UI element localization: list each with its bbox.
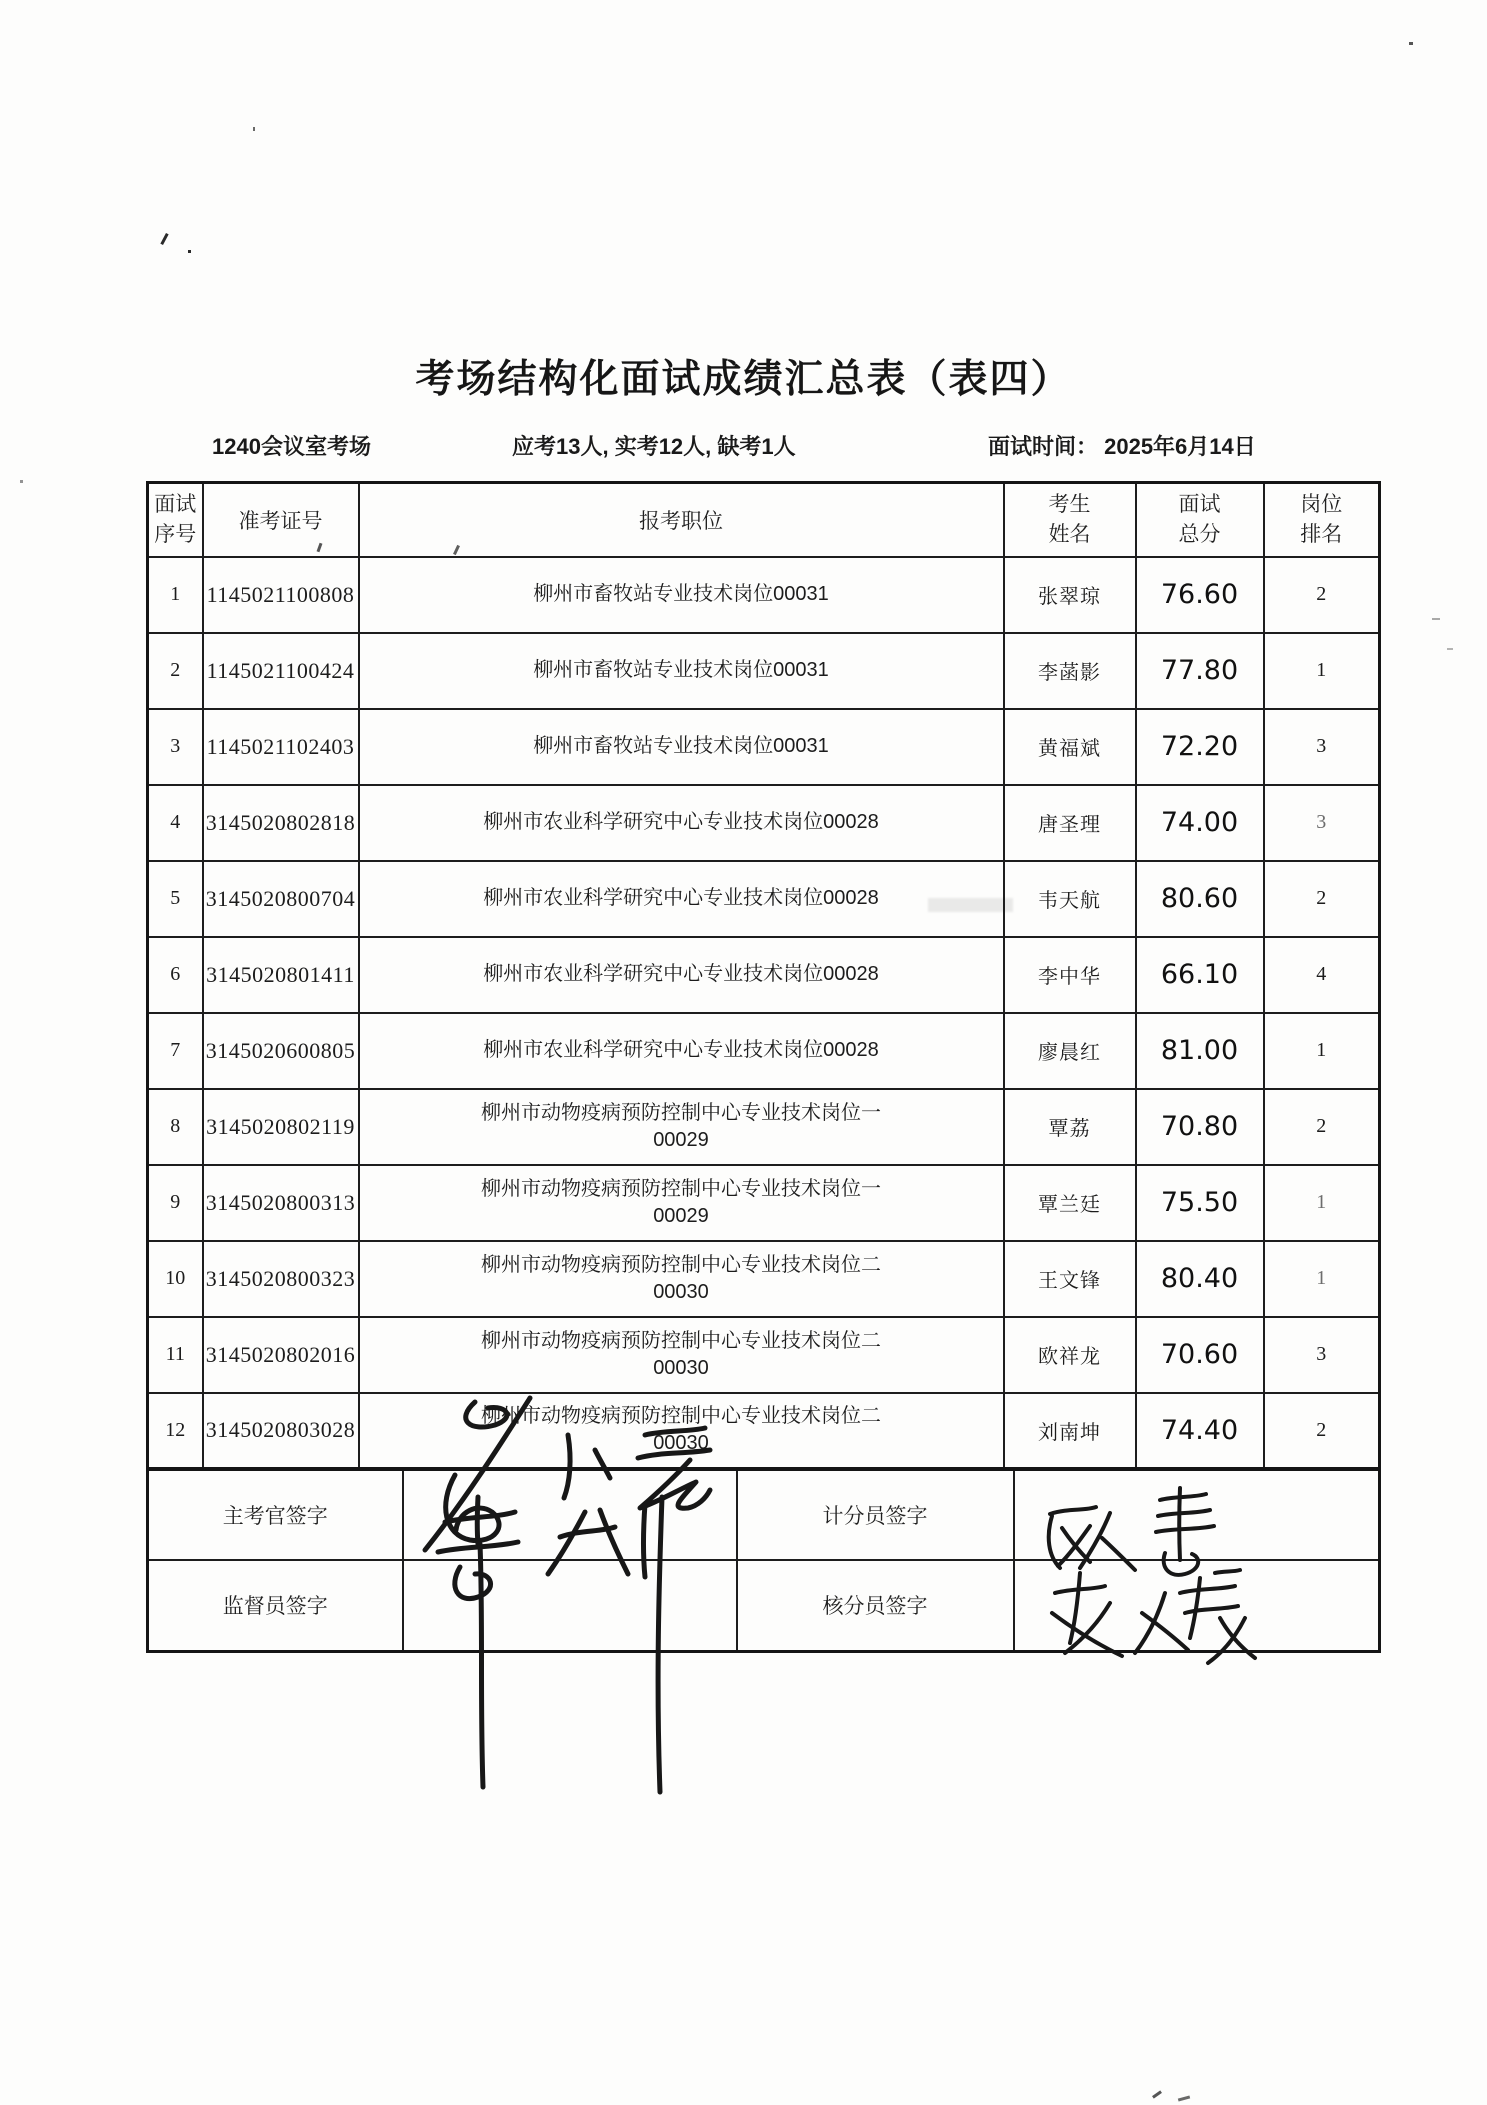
seq-cell: 11 [148, 1317, 203, 1393]
checker-signature-cell [1014, 1560, 1380, 1652]
header-ticket: 准考证号 [203, 483, 359, 557]
score-cell: 75.50 [1136, 1165, 1264, 1241]
header-rank-line2: 排名 [1300, 522, 1343, 546]
table-row [148, 633, 1380, 709]
rank-cell: 4 [1264, 937, 1380, 1013]
score-cell: 72.20 [1136, 709, 1264, 785]
score-cell: 80.60 [1136, 861, 1264, 937]
ticket-cell: 3145020801411 [203, 937, 359, 1013]
scan-speck [1432, 618, 1440, 620]
candidate-name-cell: 覃荔 [1004, 1089, 1136, 1165]
table-header-row [148, 483, 1380, 557]
rank-cell: 3 [1264, 709, 1380, 785]
header-name-line1: 考生 [1048, 493, 1091, 517]
header-name [1004, 483, 1136, 557]
seq-cell: 5 [148, 861, 203, 937]
table-row [148, 937, 1380, 1013]
table-row [148, 1317, 1380, 1393]
score-checker-label: 核分员签字 [737, 1560, 1014, 1652]
position-cell [359, 709, 1004, 785]
position-cell [359, 861, 1004, 937]
position-cell [359, 1393, 1004, 1469]
position-line1: 柳州市畜牧站专业技术岗位00031 [533, 735, 829, 757]
ticket-cell: 1145021100808 [203, 557, 359, 633]
header-score [1136, 483, 1264, 557]
scan-speck [1447, 648, 1453, 650]
scan-speck [253, 127, 255, 131]
position-line1: 柳州市农业科学研究中心专业技术岗位00028 [483, 1039, 879, 1061]
page-title: 考场结构化面试成绩汇总表（表四） [415, 358, 1072, 401]
header-name-line2: 姓名 [1048, 522, 1091, 546]
header-position: 报考职位 [359, 483, 1004, 557]
scorer-label: 计分员签字 [737, 1470, 1014, 1560]
chief-examiner-label: 主考官签字 [148, 1470, 403, 1560]
candidate-name-cell: 王文锋 [1004, 1241, 1136, 1317]
seq-cell: 3 [148, 709, 203, 785]
ticket-cell: 3145020600805 [203, 1013, 359, 1089]
header-score-line2: 总分 [1178, 522, 1221, 546]
position-line2: 00030 [653, 1356, 709, 1379]
scan-speck [1409, 42, 1413, 45]
position-line1: 柳州市动物疫病预防控制中心专业技术岗位二 [481, 1405, 881, 1428]
position-cell [359, 937, 1004, 1013]
seq-cell: 2 [148, 633, 203, 709]
signature-table [146, 1468, 1381, 1653]
table-row [148, 1089, 1380, 1165]
interview-time-label: 面试时间： 2025年6月14日 [988, 434, 1256, 459]
rank-cell: 2 [1264, 1089, 1380, 1165]
position-line1: 柳州市畜牧站专业技术岗位00031 [533, 583, 829, 605]
position-cell [359, 557, 1004, 633]
chief-examiner-signature-cell [403, 1470, 737, 1560]
supervisor-signature-cell [403, 1560, 737, 1652]
ticket-cell: 3145020802016 [203, 1317, 359, 1393]
rank-cell: 3 [1264, 785, 1380, 861]
table-row [148, 1013, 1380, 1089]
score-cell: 74.00 [1136, 785, 1264, 861]
position-line1: 柳州市农业科学研究中心专业技术岗位00028 [483, 887, 879, 909]
candidate-name-cell: 覃兰廷 [1004, 1165, 1136, 1241]
ticket-cell: 3145020803028 [203, 1393, 359, 1469]
position-cell [359, 1165, 1004, 1241]
rank-cell: 1 [1264, 1241, 1380, 1317]
position-line2: 00030 [653, 1280, 709, 1303]
scan-speck [188, 250, 191, 253]
rank-cell: 1 [1264, 1165, 1380, 1241]
ticket-cell: 3145020800323 [203, 1241, 359, 1317]
score-cell: 70.80 [1136, 1089, 1264, 1165]
position-cell [359, 1013, 1004, 1089]
header-rank-line1: 岗位 [1300, 493, 1343, 517]
scan-speck [1152, 2090, 1162, 2098]
score-cell: 70.60 [1136, 1317, 1264, 1393]
rank-cell: 3 [1264, 1317, 1380, 1393]
position-cell [359, 633, 1004, 709]
position-line2: 00029 [653, 1128, 709, 1151]
score-table-wrap [146, 481, 1378, 1653]
position-line1: 柳州市动物疫病预防控制中心专业技术岗位一 [481, 1177, 881, 1200]
score-cell: 81.00 [1136, 1013, 1264, 1089]
rank-cell: 1 [1264, 1013, 1380, 1089]
score-cell: 74.40 [1136, 1393, 1264, 1469]
score-cell: 76.60 [1136, 557, 1264, 633]
ticket-cell: 3145020802119 [203, 1089, 359, 1165]
score-cell: 77.80 [1136, 633, 1264, 709]
table-row [148, 861, 1380, 937]
candidate-name-cell: 廖晨红 [1004, 1013, 1136, 1089]
table-row [148, 1241, 1380, 1317]
header-score-line1: 面试 [1178, 493, 1221, 517]
header-seq-line1: 面试 [154, 493, 197, 517]
seq-cell: 8 [148, 1089, 203, 1165]
candidate-name-cell: 刘南坤 [1004, 1393, 1136, 1469]
position-cell [359, 1317, 1004, 1393]
seq-cell: 7 [148, 1013, 203, 1089]
table-row [148, 785, 1380, 861]
candidate-name-cell: 韦天航 [1004, 861, 1136, 937]
position-line2: 00029 [653, 1204, 709, 1227]
position-line1: 柳州市畜牧站专业技术岗位00031 [533, 659, 829, 681]
ticket-cell: 3145020800704 [203, 861, 359, 937]
rank-cell: 2 [1264, 861, 1380, 937]
table-row [148, 709, 1380, 785]
scan-speck [1178, 2095, 1190, 2101]
candidate-name-cell: 欧祥龙 [1004, 1317, 1136, 1393]
seq-cell: 9 [148, 1165, 203, 1241]
venue-label: 1240会议室考场 [212, 434, 371, 459]
candidate-name-cell: 李菡影 [1004, 633, 1136, 709]
position-line1: 柳州市动物疫病预防控制中心专业技术岗位二 [481, 1253, 881, 1276]
score-cell: 80.40 [1136, 1241, 1264, 1317]
score-cell: 66.10 [1136, 937, 1264, 1013]
attendance-label: 应考13人, 实考12人, 缺考1人 [512, 434, 796, 459]
signature-row-2 [148, 1560, 1380, 1652]
rank-cell: 2 [1264, 1393, 1380, 1469]
ticket-cell: 3145020800313 [203, 1165, 359, 1241]
rank-cell: 2 [1264, 557, 1380, 633]
table-row [148, 1393, 1380, 1469]
position-cell [359, 785, 1004, 861]
seq-cell: 1 [148, 557, 203, 633]
ticket-cell: 1145021100424 [203, 633, 359, 709]
position-cell [359, 1089, 1004, 1165]
position-cell [359, 1241, 1004, 1317]
scan-speck [20, 480, 23, 483]
scorer-signature-cell [1014, 1470, 1380, 1560]
position-line1: 柳州市动物疫病预防控制中心专业技术岗位二 [481, 1329, 881, 1352]
position-line2: 00030 [653, 1432, 709, 1455]
rank-cell: 1 [1264, 633, 1380, 709]
seq-cell: 4 [148, 785, 203, 861]
seq-cell: 10 [148, 1241, 203, 1317]
header-rank [1264, 483, 1380, 557]
candidate-name-cell: 张翠琼 [1004, 557, 1136, 633]
candidate-name-cell: 李中华 [1004, 937, 1136, 1013]
candidate-name-cell: 黄福斌 [1004, 709, 1136, 785]
header-seq-line2: 序号 [154, 522, 197, 546]
table-row [148, 557, 1380, 633]
seq-cell: 12 [148, 1393, 203, 1469]
supervisor-label: 监督员签字 [148, 1560, 403, 1652]
scan-speck [160, 233, 168, 245]
position-line1: 柳州市动物疫病预防控制中心专业技术岗位一 [481, 1101, 881, 1124]
position-line1: 柳州市农业科学研究中心专业技术岗位00028 [483, 963, 879, 985]
signature-row-1 [148, 1470, 1380, 1560]
position-line1: 柳州市农业科学研究中心专业技术岗位00028 [483, 811, 879, 833]
table-row [148, 1165, 1380, 1241]
ticket-cell: 3145020802818 [203, 785, 359, 861]
ticket-cell: 1145021102403 [203, 709, 359, 785]
seq-cell: 6 [148, 937, 203, 1013]
candidate-name-cell: 唐圣理 [1004, 785, 1136, 861]
header-seq [148, 483, 203, 557]
score-table [146, 481, 1381, 1470]
